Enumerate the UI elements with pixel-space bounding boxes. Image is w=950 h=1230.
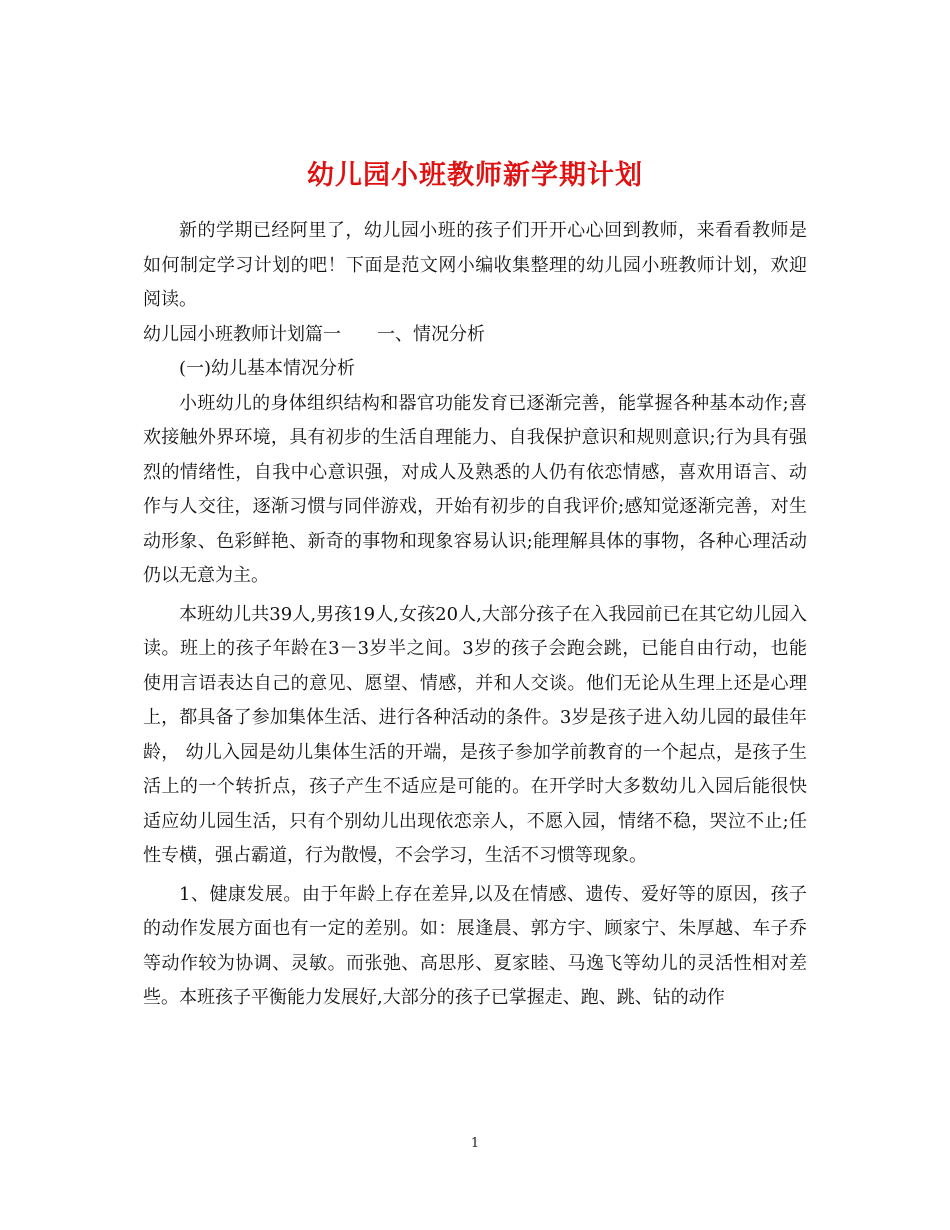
page-number: 1 (470, 1136, 480, 1151)
document-title: 幼儿园小班教师新学期计划 (307, 160, 643, 192)
body-paragraph-3: 1、健康发展。由于年龄上存在差异,以及在情感、遗传、爱好等的原因，孩子的动作发展方面也有一定的差别。如：展逢晨、郭方宇、顾家宁、朱厚越、车子乔等动作较为协调、灵敏。而张弛、高思彤、夏家睦、马逸飞等幼儿的灵活性相对差些。本班孩子平衡能力发展好,大部分的孩子已掌握走、跑、跳、钻的动作 (143, 883, 807, 1008)
subheading: (一)幼儿基本情况分析 (179, 358, 356, 379)
intro-paragraph: 新的学期已经阿里了，幼儿园小班的孩子们开开心心回到教师，来看看教师是如何制定学习计划的吧！下面是范文网小编收集整理的幼儿园小班教师计划，欢迎阅读。 (143, 220, 807, 310)
body-paragraph-1: 小班幼儿的身体组织结构和器官功能发育已逐渐完善，能掌握各种基本动作;喜欢接触外界环境，具有初步的生活自理能力、自我保护意识和规则意识;行为具有强烈的情绪性，自我中心意识强，对成人及熟悉的人仍有依恋情感，喜欢用语言、动作与人交往，逐渐习惯与同伴游戏，开始有初步的自我评价;感知觉逐渐完善，对生动形象、色彩鲜艳、新奇的事物和现象容易认识;能理解具体的事物，各种心理活动仍以无意为主。 (143, 392, 807, 586)
body-paragraph-2: 本班幼儿共39人,男孩19人,女孩20人,大部分孩子在入我园前已在其它幼儿园入读。班上的孩子年龄在3－3岁半之间。3岁的孩子会跑会跳，已能自由行动，也能使用言语表达自己的意见、愿望、情感，并和人交谈。他们无论从生理上还是心理上，都具备了参加集体生活、进行各种活动的条件。3岁是孩子进入幼儿园的最佳年龄， 幼儿入园是幼儿集体生活的开端，是孩子参加学前教育的一个起点，是孩子生活上的一个转折点，孩子产生不适应是可能的。在开学时大多数幼儿入园后能很快适应幼儿园生活，只有个别幼儿出现依恋亲人，不愿入园，情绪不稳，哭泣不止;任性专横，强占霸道，行为散慢，不会学习，生活不习惯等现象。 (143, 603, 807, 866)
section-heading: 幼儿园小班教师计划篇一 一、情况分析 (143, 323, 485, 345)
document-body (143, 214, 807, 1016)
